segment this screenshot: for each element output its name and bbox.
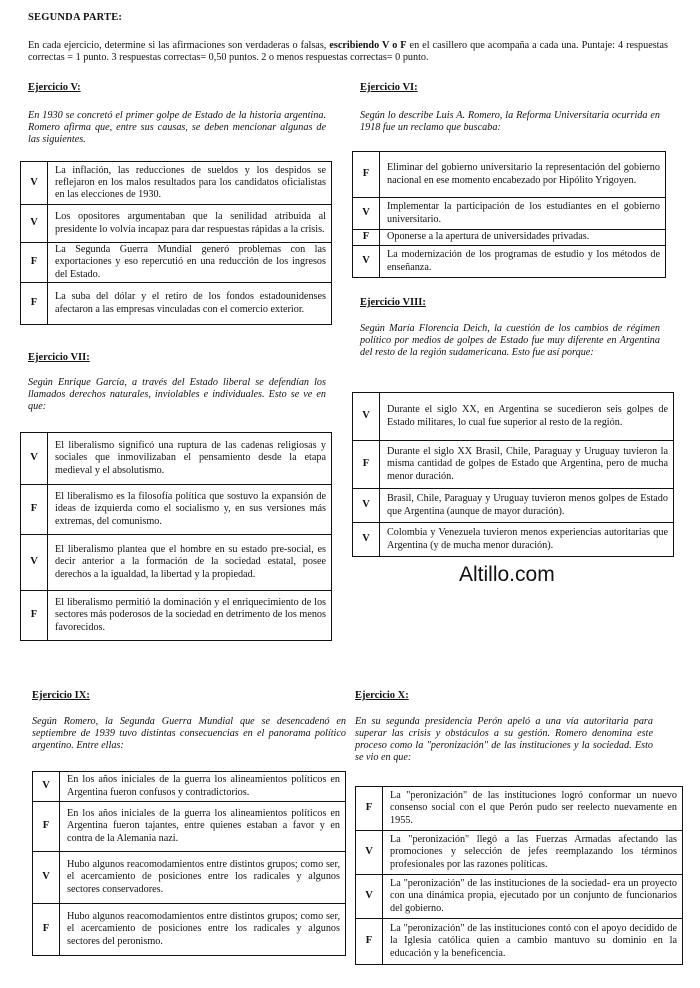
answer-box[interactable]: V: [21, 433, 48, 485]
exercise-viii-title: Ejercicio VIII:: [360, 297, 426, 308]
exercise-ix-table: [32, 771, 346, 956]
table-row: [21, 205, 332, 243]
answer-box[interactable]: V: [33, 852, 60, 904]
statement: Los opositores argumentaban que la senilidad atribuida al presidente lo volvía incapaz para dar respuestas rápidas a la crisis.: [48, 205, 332, 243]
answer-box[interactable]: F: [33, 904, 60, 956]
statement: Eliminar del gobierno universitario la representación del gobierno nacional en ese momento encabezado por Hipólito Yrigoyen.: [380, 152, 666, 198]
exercise-v-description: En 1930 se concretó el primer golpe de Estado de la historia argentina. Romero afirma que, entre sus causas, se deben mencionar algunas de las siguientes.: [28, 110, 326, 146]
table-row: [356, 919, 683, 965]
table-row: [353, 230, 666, 246]
table-row: [21, 485, 332, 535]
table-row: [21, 591, 332, 641]
table-row: [356, 787, 683, 831]
statement: El liberalismo es la filosofía política que sostuvo la expansión de ideas de izquierda como el socialismo y, en sus versiones más extremas, del comunismo.: [48, 485, 332, 535]
statement: Durante el siglo XX Brasil, Chile, Paraguay y Uruguay tuvieron la misma cantidad de golpes de Estado que Argentina, pero de mucha menor duración.: [380, 441, 674, 489]
answer-box[interactable]: F: [353, 441, 380, 489]
table-row: [353, 198, 666, 230]
statement: La "peronización" de las instituciones de la sociedad- era un proyecto con una dinámica propia, ejecutado por un conjunto de funcionarios del gobierno.: [383, 875, 683, 919]
exercise-vi-description: Según lo describe Luis A. Romero, la Reforma Universitaria ocurrida en 1918 fue un reclamo que buscaba:: [360, 110, 660, 134]
statement: La modernización de los programas de estudio y los métodos de enseñanza.: [380, 246, 666, 278]
statement: El liberalismo significó una ruptura de las cadenas religiosas y sociales que inmovilizaban el pensamiento desde la etapa medieval y el absolutismo.: [48, 433, 332, 485]
table-row: [353, 441, 674, 489]
table-row: [33, 904, 346, 956]
instructions: [28, 40, 668, 64]
answer-box[interactable]: V: [353, 393, 380, 441]
answer-box[interactable]: V: [353, 246, 380, 278]
table-row: [353, 393, 674, 441]
exercise-viii-description: Según María Florencia Deich, la cuestión de los cambios de régimen político por medios de golpes de Estado fue muy diferente en Argentina del resto de la región sudamericana. Esto fue así porque:: [360, 323, 660, 359]
table-row: [21, 243, 332, 283]
answer-box[interactable]: F: [356, 787, 383, 831]
statement: La "peronización" llegó a las Fuerzas Armadas afectando las promociones y selección de jefes reemplazando los términos profesionales por las razones políticas.: [383, 831, 683, 875]
statement: La suba del dólar y el retiro de los fondos estadounidenses afectaron a las empresas vinculadas con el comercio exterior.: [48, 283, 332, 325]
table-row: [356, 875, 683, 919]
table-row: [353, 489, 674, 523]
answer-box[interactable]: V: [21, 162, 48, 205]
table-row: [33, 802, 346, 852]
exercise-x-description: En su segunda presidencia Perón apeló a una vía autoritaria para superar las crisis y obstáculos a su gestión. Romero denomina este proceso como la "peronización" de las instituciones y la sociedad. Esto se vio en que:: [355, 716, 653, 764]
exercise-viii-table: [352, 392, 674, 557]
answer-box[interactable]: F: [21, 485, 48, 535]
exercise-v-title: Ejercicio V:: [28, 82, 81, 93]
exercise-ix-title: Ejercicio IX:: [32, 690, 90, 701]
answer-box[interactable]: V: [356, 875, 383, 919]
statement: En los años iniciales de la guerra los alineamientos políticos en Argentina fueron tajantes, entre quienes estaban a favor y en contra de la Alemania nazi.: [60, 802, 346, 852]
statement: La "peronización" de las instituciones contó con el apoyo decidido de la Iglesia católica quien a cambio mantuvo su dominio en la educación y la beneficencia.: [383, 919, 683, 965]
answer-box[interactable]: V: [21, 205, 48, 243]
answer-box[interactable]: V: [33, 772, 60, 802]
statement: Hubo algunos reacomodamientos entre distintos grupos; como ser, el acercamiento de posiciones entre los radicales y algunos sectores conservadores.: [60, 852, 346, 904]
answer-box[interactable]: F: [353, 152, 380, 198]
statement: Durante el siglo XX, en Argentina se sucedieron seis golpes de Estado militares, lo cual fue superior al resto de la región.: [380, 393, 674, 441]
statement: El liberalismo permitió la dominación y el enriquecimiento de los sectores más poderosos de la sociedad en detrimento de los menos favorecidos.: [48, 591, 332, 641]
exercise-x-table: [355, 786, 683, 965]
page-title: SEGUNDA PARTE:: [28, 12, 123, 23]
exercise-vi-title: Ejercicio VI:: [360, 82, 418, 93]
answer-box[interactable]: F: [356, 919, 383, 965]
statement: Implementar la participación de los estudiantes en el gobierno universitario.: [380, 198, 666, 230]
table-row: [33, 852, 346, 904]
exercise-x-title: Ejercicio X:: [355, 690, 409, 701]
exercise-v-table: [20, 161, 332, 325]
exercise-vi-table: [352, 151, 666, 278]
answer-box[interactable]: F: [21, 243, 48, 283]
instructions-text-1: En cada ejercicio, determine si las afirmaciones son verdaderas o falsas,: [28, 40, 330, 51]
answer-box[interactable]: V: [21, 535, 48, 591]
answer-box[interactable]: V: [353, 198, 380, 230]
statement: Oponerse a la apertura de universidades privadas.: [380, 230, 666, 246]
statement: En los años iniciales de la guerra los alineamientos políticos en Argentina fueron confusos y contradictorios.: [60, 772, 346, 802]
table-row: [353, 246, 666, 278]
instructions-bold: escribiendo V o F: [329, 40, 407, 51]
table-row: [21, 433, 332, 485]
answer-box[interactable]: V: [353, 489, 380, 523]
exercise-ix-description: Según Romero, la Segunda Guerra Mundial que se desencadenó en septiembre de 1939 tuvo distintas consecuencias en el panorama político argentino. Entre ellas:: [32, 716, 346, 752]
exercise-vii-table: [20, 432, 332, 641]
instructions-text-2: en el casillero que acompaña a cada una. Puntaje: 4 respuestas correctas = 1 punto. 3 respuestas correctas= 0,50 puntos. 2 o menos respuestas correctas= 0 punto.: [28, 40, 669, 64]
exercise-vii-description: Según Enrique García, a través del Estado liberal se defendían los llamados derechos naturales, inviolables e individuales. Esto se ve en que:: [28, 377, 326, 413]
table-row: [353, 523, 674, 557]
statement: Colombia y Venezuela tuvieron menos experiencias autoritarias que Argentina (y de mucha menor duración).: [380, 523, 674, 557]
answer-box[interactable]: F: [33, 802, 60, 852]
statement: Hubo algunos reacomodamientos entre distintos grupos; como ser, el acercamiento de posiciones entre los radicales y algunos sectores del peronismo.: [60, 904, 346, 956]
answer-box[interactable]: V: [353, 523, 380, 557]
exercise-vii-title: Ejercicio VII:: [28, 352, 90, 363]
table-row: [356, 831, 683, 875]
answer-box[interactable]: F: [21, 591, 48, 641]
table-row: [353, 152, 666, 198]
answer-box[interactable]: V: [356, 831, 383, 875]
table-row: [21, 535, 332, 591]
answer-box[interactable]: F: [21, 283, 48, 325]
statement: Brasil, Chile, Paraguay y Uruguay tuvieron menos golpes de Estado que Argentina (aunque de mayor duración).: [380, 489, 674, 523]
table-row: [21, 283, 332, 325]
table-row: [21, 162, 332, 205]
statement: La Segunda Guerra Mundial generó problemas con las exportaciones y eso repercutió en una reducción de los ingresos del Estado.: [48, 243, 332, 283]
watermark-logo: Altillo.com: [459, 563, 555, 586]
statement: La "peronización" de las instituciones logró conformar un nuevo consenso social con el que Perón pudo ser reelecto nuevamente en 1955.: [383, 787, 683, 831]
answer-box[interactable]: F: [353, 230, 380, 246]
table-row: [33, 772, 346, 802]
statement: La inflación, las reducciones de sueldos y los despidos se reflejaron en los malos resultados para los candidatos oficialistas en las elecciones de 1930.: [48, 162, 332, 205]
statement: El liberalismo plantea que el hombre en su estado pre-social, es decir anterior a la formación de la sociedad estatal, posee derechos a la igualdad, la libertad y la propiedad.: [48, 535, 332, 591]
